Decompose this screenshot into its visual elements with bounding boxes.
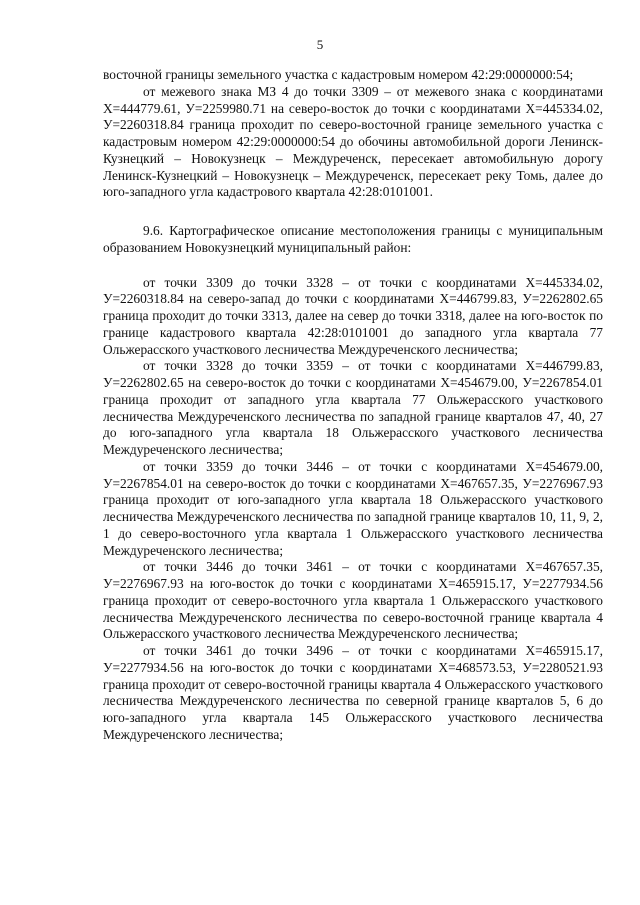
page-number: 5 xyxy=(316,37,324,52)
paragraph-boundary-segment: от точки 3309 до точки 3328 – от точки с координатами Х=445334.02, У=2260318.84 на северо-запад до точки с координатами Х=446799.83, У=2262802.65 граница проходит до точки 3313, далее на север до точки 3318, далее на юго-восток по границе кадастрового квартала 42:28:0101001 до западного угла квартала 77 Ольжерасского участкового лесничества Междуреченского лесничества; xyxy=(103,274,603,357)
paragraph-boundary-segment: от точки 3446 до точки 3461 – от точки с координатами Х=467657.35, У=2276967.93 на юго-восток до точки с координатами Х=465915.17, У=2277934.56 граница проходит от северо-восточного угла квартала 1 Ольжерасского участкового лесничества Междуреченского лесничества по северо-восточной границе квартала 4 Ольжерасского участкового лесничества Междуреченского лесничества; xyxy=(103,559,603,642)
paragraph-boundary-segment: от межевого знака МЗ 4 до точки 3309 – от межевого знака с координатами Х=444779.61, У=2259980.71 на северо-восток до точки с координатами Х=445334.02, У=2260318.84 граница проходит по северо-восточной границе земельного участка с кадастровым номером 42:29:0000000:54 до обочины автомобильной дороги Ленинск-Кузнецкий – Новокузнецк – Междуреченск, пересекает автомобильную дорогу Ленинск-Кузнецкий – Новокузнецк – Междуреченск, пересекает реку Томь, далее до юго-западного угла кадастрового квартала 42:28:0101001. xyxy=(103,83,603,200)
document-body xyxy=(103,67,603,744)
paragraph-continuation: восточной границы земельного участка с кадастровым номером 42:29:0000000:54; xyxy=(103,67,574,82)
paragraph-boundary-segment: от точки 3359 до точки 3446 – от точки с координатами Х=454679.00, У=2267854.01 на северо-восток до точки с координатами Х=467657.35, У=2276967.93 граница проходит от юго-западного угла квартала 18 Ольжерасского участкового лесничества Междуреченского лесничества по западной границе кварталов 10, 11, 9, 2, 1 до северо-восточного угла квартала 1 Ольжерасского участкового лесничества Междуреченского лесничества; xyxy=(103,458,603,558)
paragraph-boundary-segment: от точки 3328 до точки 3359 – от точки с координатами Х=446799.83, У=2262802.65 на северо-восток до точки с координатами Х=454679.00, У=2267854.01 граница проходит от западного угла квартала 77 Ольжерасского участкового лесничества Междуреченского лесничества по западной границе кварталов 47, 40, 27 до юго-западного угла квартала 18 Ольжерасского участкового лесничества Междуреченского лесничества; xyxy=(103,358,603,457)
paragraph-boundary-segment: от точки 3461 до точки 3496 – от точки с координатами Х=465915.17, У=2277934.56 на юго-восток до точки с координатами Х=468573.53, У=2280521.93 граница проходит от северо-восточной границы квартала 4 Ольжерасского участкового лесничества Междуреченского лесничества по северной границе кварталов 5, 6 до юго-западного угла квартала 145 Ольжерасского участкового лесничества Междуреченского лесничества; xyxy=(103,643,603,742)
section-heading-9-6: 9.6. Картографическое описание местоположения границы с муниципальным образованием Новокузнецкий муниципальный район: xyxy=(103,223,603,255)
